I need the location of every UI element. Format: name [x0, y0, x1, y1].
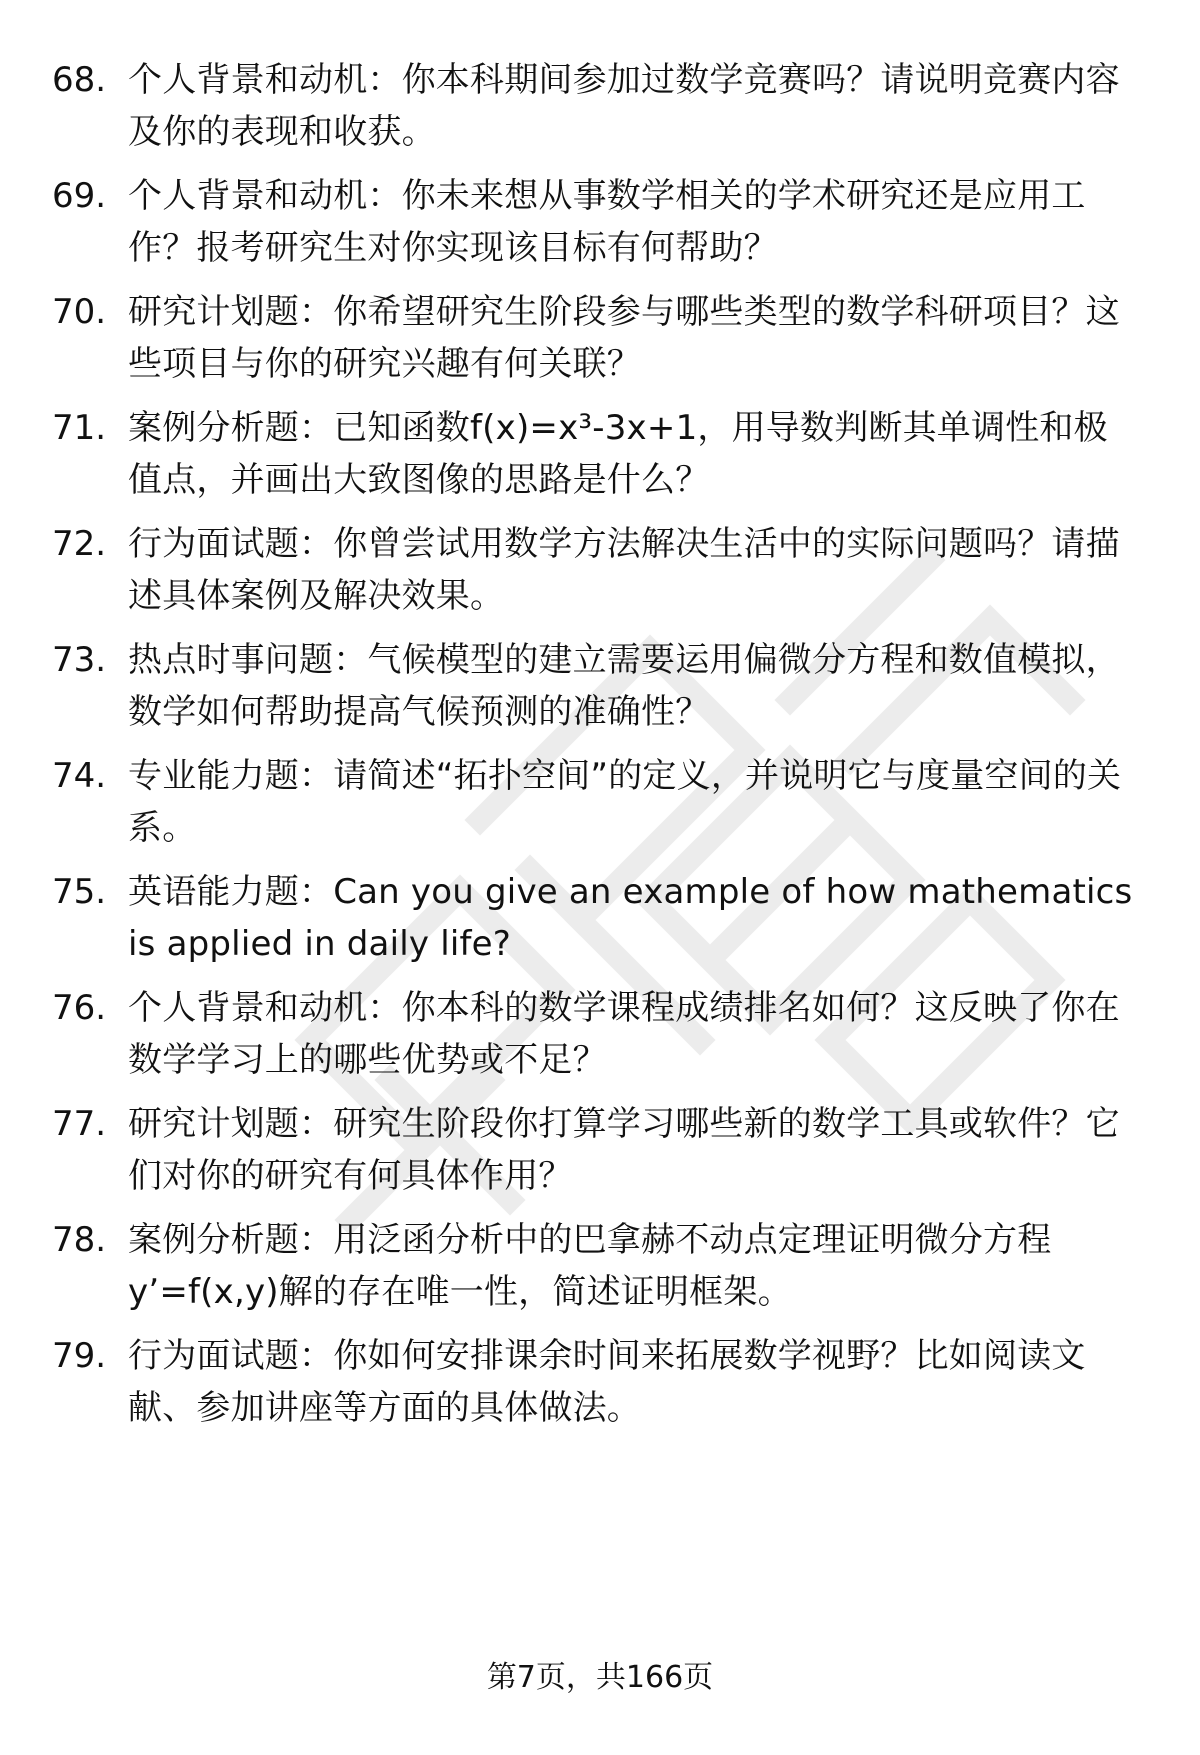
question-text: 研究计划题：你希望研究生阶段参与哪些类型的数学科研项目？这些项目与你的研究兴趣有何关联？ — [128, 292, 1120, 384]
question-text: 专业能力题：请简述“拓扑空间”的定义，并说明它与度量空间的关系。 — [128, 756, 1122, 848]
question-number: 70. — [52, 292, 107, 332]
question-number: 69. — [52, 176, 107, 216]
page-number-footer: 第7页，共166页 — [486, 1660, 714, 1695]
question-number: 78. — [52, 1220, 107, 1260]
question-item — [0, 634, 1200, 744]
question-text: 研究计划题：研究生阶段你打算学习哪些新的数学工具或软件？它们对你的研究有何具体作用？ — [128, 1104, 1120, 1196]
question-item — [0, 1330, 1200, 1440]
question-number: 68. — [52, 60, 107, 100]
question-number: 71. — [52, 408, 107, 448]
question-item — [0, 402, 1200, 512]
question-text: 行为面试题：你曾尝试用数学方法解决生活中的实际问题吗？请描述具体案例及解决效果。 — [128, 524, 1120, 616]
question-number: 76. — [52, 988, 107, 1028]
question-text: 热点时事问题：气候模型的建立需要运用偏微分方程和数值模拟，数学如何帮助提高气候预测的准确性？ — [128, 640, 1120, 732]
question-item — [0, 286, 1200, 396]
question-item — [0, 866, 1200, 976]
question-number: 77. — [52, 1104, 107, 1144]
question-number: 73. — [52, 640, 107, 680]
question-number: 75. — [52, 872, 107, 912]
question-text: 行为面试题：你如何安排课余时间来拓展数学视野？比如阅读文献、参加讲座等方面的具体做法。 — [128, 1336, 1086, 1428]
question-text: 个人背景和动机：你未来想从事数学相关的学术研究还是应用工作？报考研究生对你实现该目标有何帮助？ — [128, 176, 1086, 268]
question-text: 个人背景和动机：你本科期间参加过数学竞赛吗？请说明竞赛内容及你的表现和收获。 — [128, 60, 1120, 152]
question-item — [0, 1214, 1200, 1324]
question-number: 74. — [52, 756, 107, 796]
question-text: 案例分析题：用泛函分析中的巴拿赫不动点定理证明微分方程y’=f(x,y)解的存在唯一性，简述证明框架。 — [128, 1220, 1052, 1312]
question-item — [0, 982, 1200, 1092]
question-number: 79. — [52, 1336, 107, 1376]
question-text: 案例分析题：已知函数f(x)=x³-3x+1，用导数判断其单调性和极值点，并画出大致图像的思路是什么？ — [128, 408, 1108, 500]
question-item — [0, 1098, 1200, 1208]
question-number: 72. — [52, 524, 107, 564]
question-item — [0, 54, 1200, 164]
question-text: 英语能力题：Can you give an example of how mathematics is applied in daily life? — [128, 872, 1133, 964]
question-item — [0, 170, 1200, 280]
question-item — [0, 750, 1200, 860]
question-item — [0, 518, 1200, 628]
question-text: 个人背景和动机：你本科的数学课程成绩排名如何？这反映了你在数学学习上的哪些优势或不足？ — [128, 988, 1120, 1080]
